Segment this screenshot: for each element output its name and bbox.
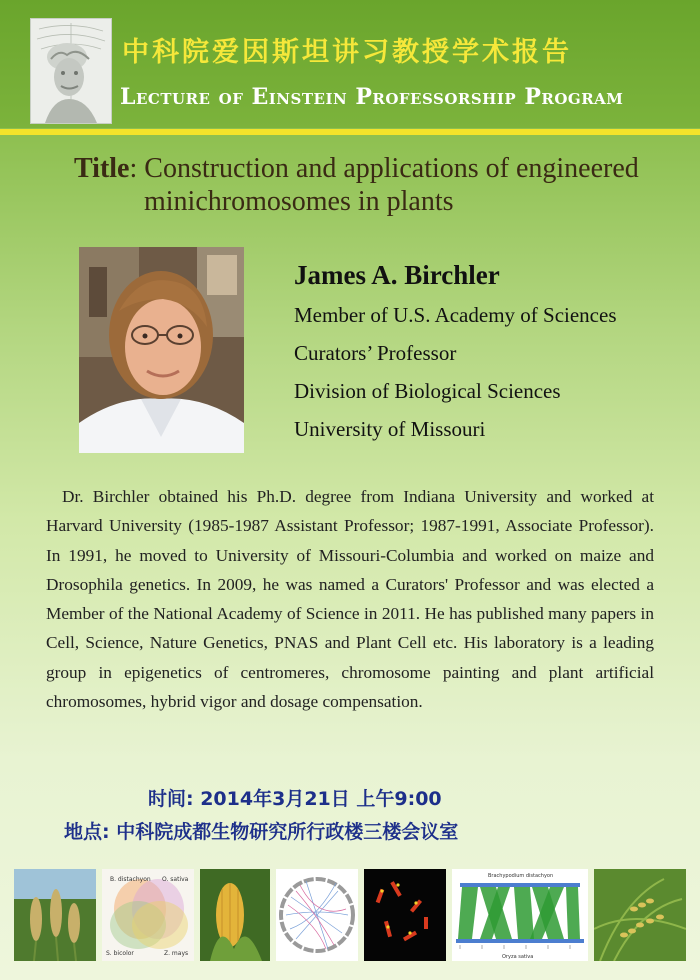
talk-title-line2: minichromosomes in plants [144,186,454,217]
program-title-english: Lecture of Einstein Professorship Program [120,84,624,110]
wheat-photo [14,869,96,961]
maize-photo [200,869,270,961]
chromosome-painting-image [364,869,446,961]
program-title-chinese: 中科院爱因斯坦讲习教授学术报告 [122,37,572,68]
affiliation-2: Curators’ Professor [294,341,457,365]
synteny-diagram [452,869,588,961]
talk-title-label: Title [74,153,130,184]
speaker-info [294,260,617,455]
venn-label-2: O. sativa [162,876,189,883]
einstein-portrait-icon [31,19,111,123]
rice-photo [594,869,686,961]
event-time: 时间: 2014年3月21日 上午9:00 [148,788,442,810]
speaker-name: James A. Birchler [294,260,500,290]
speaker-bio: Dr. Birchler obtained his Ph.D. degree from Indiana University and worked at Harvard University (1985-1987 Assistant Professor; 1987-1991, Associate Professor). In 1991, he moved to University of Missouri-Columbia and worked on maize and Drosophila genetics. In 2009, he was named a Curators' Professor and was elected a Member of the National Academy of Science in 2011. He has published many papers in Cell, Science, Nature Genetics, PNAS and Plant Cell etc. His laboratory is a leading group in epigenetics of centromeres, chromosome painting and plant artificial chromosomes, hybrid vigor and dosage compensation. [46,487,654,712]
affiliation-4: University of Missouri [294,417,486,441]
research-image-strip [14,869,686,961]
talk-title [74,152,684,218]
synteny-footer: Oryza sativa [502,954,534,960]
affiliation-1: Member of U.S. Academy of Sciences [294,303,617,327]
synteny-title: Brachypodium distachyon [488,873,554,879]
einstein-logo [30,18,112,124]
talk-title-line1: : Construction and applications of engineered [129,153,639,184]
circos-plot [276,869,358,961]
event-location: 地点: 中科院成都生物研究所行政楼三楼会议室 [64,821,459,843]
venn-label-4: Z. mays [164,950,189,957]
venn-label-1: B. distachyon [110,876,151,883]
speaker-photo [79,247,244,453]
affiliation-3: Division of Biological Sciences [294,379,561,403]
venn-diagram [102,869,194,961]
venn-label-3: S. bicolor [106,950,134,957]
header-divider [0,129,700,135]
